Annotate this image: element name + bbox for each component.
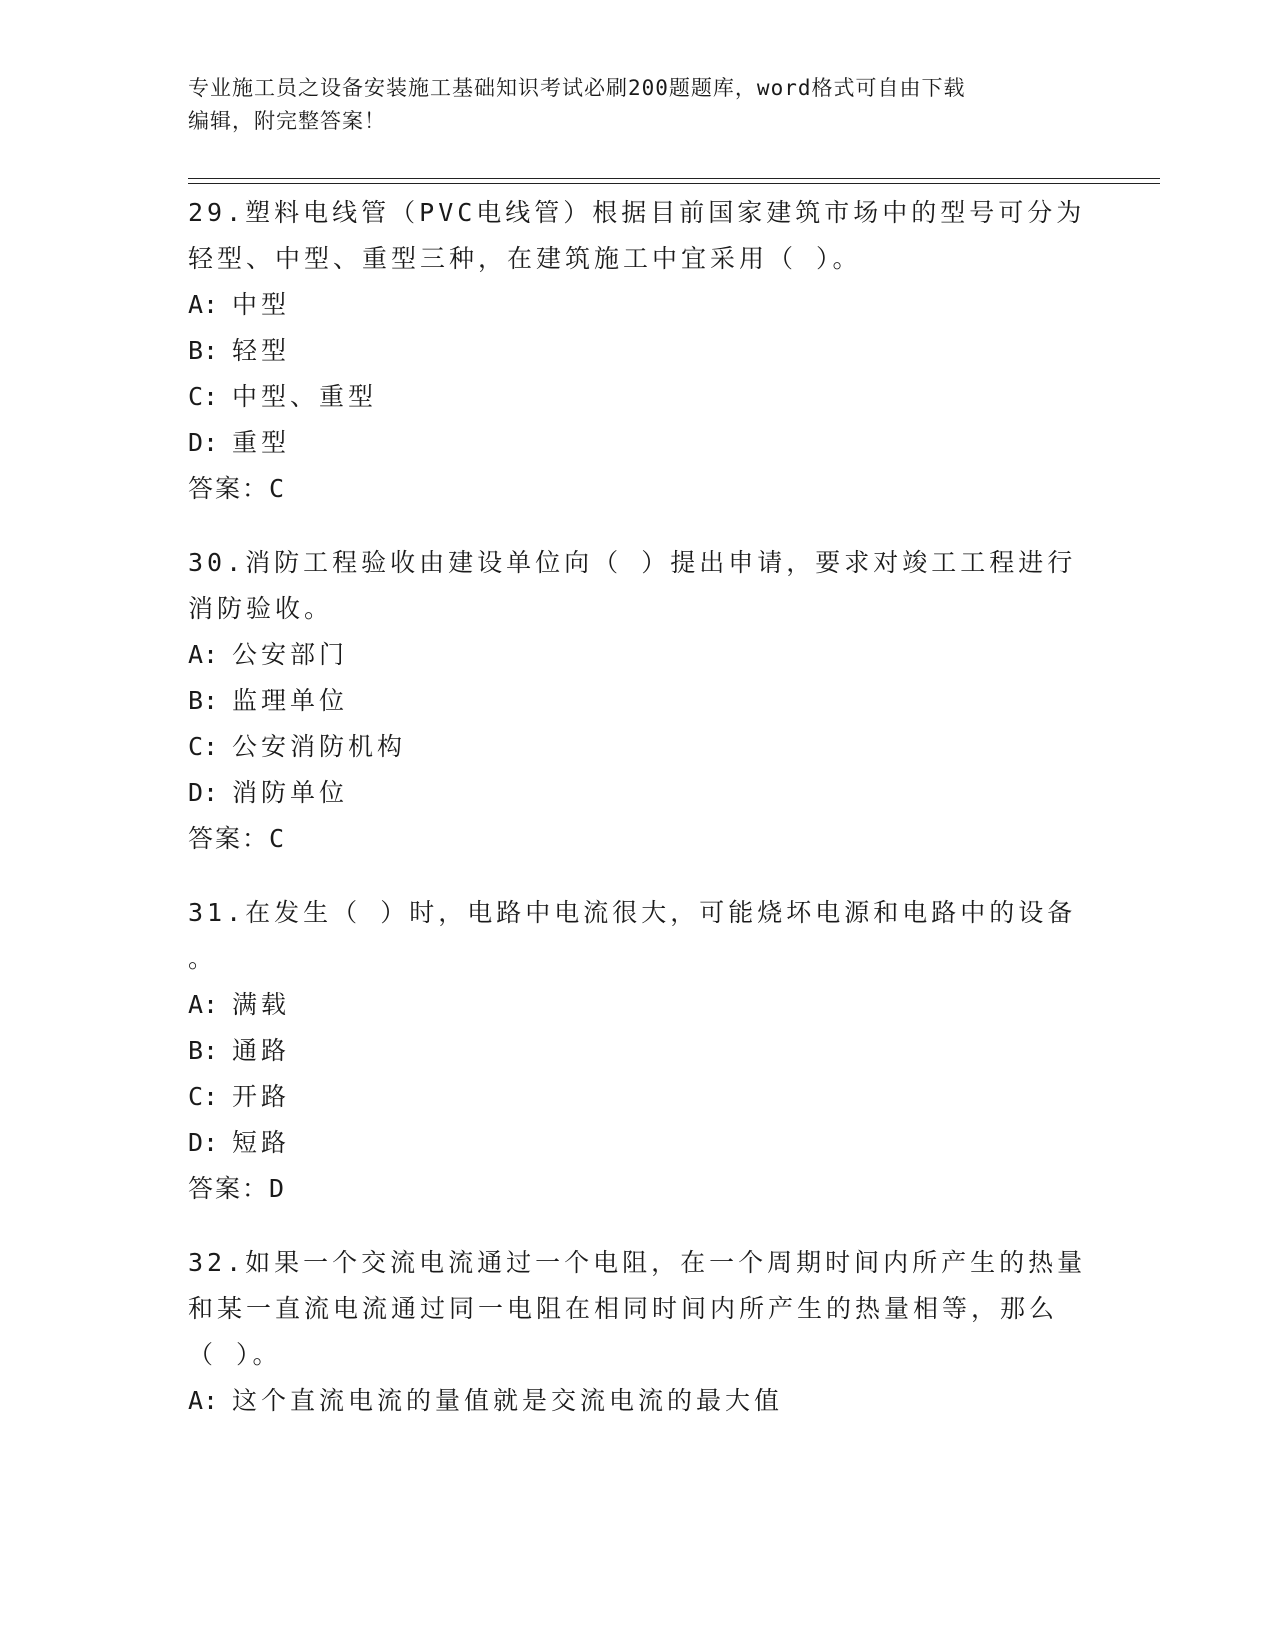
question-32 [188,1240,1088,1424]
option-text: 公安部门 [232,640,349,669]
header-divider-bottom [188,183,1160,184]
option-letter: D: [188,778,219,807]
question-text: 消防验收。 [188,594,334,623]
option-d [188,1120,1088,1166]
question-29 [188,190,1088,512]
question-text: 29.塑料电线管（PVC电线管）根据目前国家建筑市场中的型号可分为 [188,198,1086,227]
option-text: 重型 [232,428,291,457]
option-letter: D: [188,428,219,457]
option-d [188,420,1088,466]
option-text: 短路 [232,1128,291,1157]
answer-line: 答案：D [188,1174,287,1203]
question-30 [188,540,1088,862]
option-letter: A: [188,290,219,319]
option-a [188,282,1088,328]
option-a [188,982,1088,1028]
option-text: 通路 [232,1036,291,1065]
option-text: 满载 [232,990,291,1019]
option-letter: B: [188,336,219,365]
option-a [188,1378,1088,1424]
option-text: 开路 [232,1082,291,1111]
option-letter: D: [188,1128,219,1157]
option-text: 监理单位 [232,686,349,715]
option-c [188,374,1088,420]
option-text: 公安消防机构 [232,732,407,761]
question-text: （ ）。 [188,1340,282,1369]
question-text: 和某一直流电流通过同一电阻在相同时间内所产生的热量相等，那么 [188,1294,1059,1323]
question-text: 30.消防工程验收由建设单位向（ ）提出申请，要求对竣工工程进行 [188,548,1077,577]
question-list [188,190,1088,1452]
option-text: 中型、重型 [232,382,378,411]
question-text: 轻型、中型、重型三种，在建筑施工中宜采用（ ）。 [188,244,862,273]
option-text: 中型 [232,290,291,319]
question-text: 32.如果一个交流电流通过一个电阻，在一个周期时间内所产生的热量 [188,1248,1087,1277]
option-text: 这个直流电流的量值就是交流电流的最大值 [232,1386,784,1415]
option-letter: A: [188,640,219,669]
option-a [188,632,1088,678]
option-b [188,1028,1088,1074]
option-letter: B: [188,686,219,715]
option-letter: C: [188,1082,219,1111]
option-letter: A: [188,990,219,1019]
header-divider-top [188,178,1160,179]
header-line: 编辑，附完整答案！ [188,109,386,133]
question-text: 。 [188,944,218,973]
question-text: 31.在发生（ ）时，电路中电流很大，可能烧坏电源和电路中的设备 [188,898,1077,927]
header-line: 专业施工员之设备安装施工基础知识考试必刷200题题库，word格式可自由下载 [188,76,966,100]
option-letter: C: [188,382,219,411]
answer-line: 答案：C [188,474,287,503]
option-c [188,1074,1088,1120]
option-letter: B: [188,1036,219,1065]
option-c [188,724,1088,770]
option-text: 轻型 [232,336,291,365]
option-d [188,770,1088,816]
option-text: 消防单位 [232,778,349,807]
option-letter: C: [188,732,219,761]
option-b [188,328,1088,374]
option-b [188,678,1088,724]
option-letter: A: [188,1386,219,1415]
document-header [188,72,1068,138]
question-31 [188,890,1088,1212]
answer-line: 答案：C [188,824,287,853]
